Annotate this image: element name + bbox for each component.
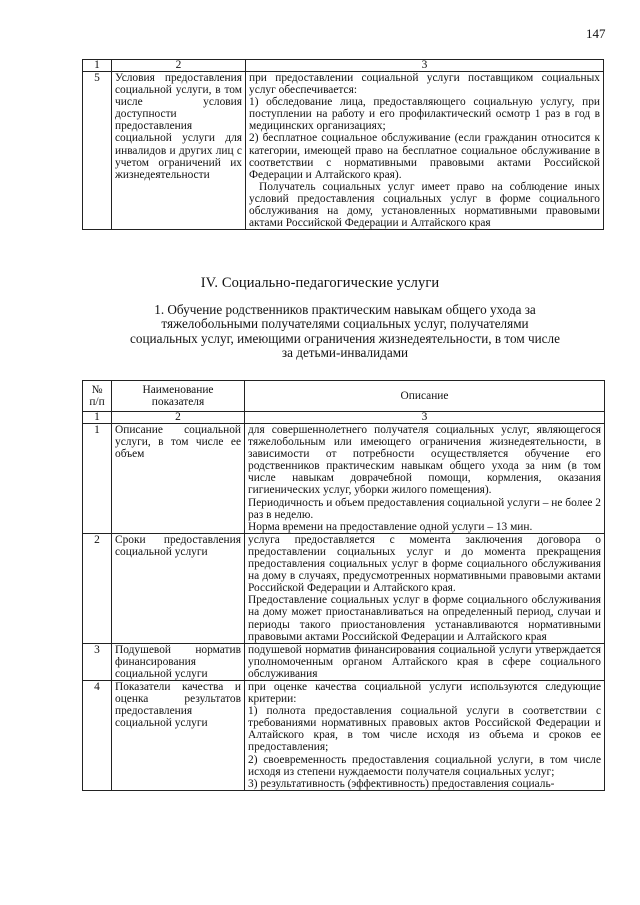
indicator-description xyxy=(246,72,604,230)
indicator-description xyxy=(245,424,605,534)
description-paragraph: 3) результативность (эффективность) предоставления социаль- xyxy=(248,777,555,790)
service-description-table xyxy=(82,380,605,791)
subsection-title: 1. Обучение родственников практическим навыкам общего ухода за тяжелобольными получателями социальных услуг, получателями социальных услуг, имеющими ограничения жизнедеятельности, в том числе за детьми-инвалидами xyxy=(130,302,560,361)
indicator-name: Показатели качества и оценка результатов предоставления социальной услуги xyxy=(112,680,245,790)
indicator-name: Сроки предоставления социальной услуги xyxy=(112,533,245,643)
column-index-3: 3 xyxy=(245,412,605,424)
header-indicator: Наименование показателя xyxy=(112,381,245,412)
indicator-description xyxy=(245,533,605,643)
table-row xyxy=(83,424,605,534)
column-index-row xyxy=(83,412,605,424)
description-paragraph: Периодичность и объем предоставления социальной услуги – не более 2 раз в неделю. xyxy=(248,496,601,521)
row-number: 3 xyxy=(83,643,112,680)
column-index-2: 2 xyxy=(112,412,245,424)
description-paragraph: услуга предоставляется с момента заключения договора о предоставлении социальных услуг и до момента прекращения предоставления социальных услуг в форме социального обслуживания на дому в случаях, предусмотренных нормативными правовыми актами Российской Федерации и Алтайского края. xyxy=(248,533,601,595)
row-number: 1 xyxy=(83,424,112,534)
page-number: 147 xyxy=(586,26,606,41)
description-paragraph: для совершеннолетнего получателя социальных услуг, являющегося тяжелобольным или имеющего ограничения жизнедеятельности, в зависимости от потребности осуществляется обучение его родственников практическим навыкам общего ухода за ним (в том числе навыкам доврачебной помощи, кормления, оказания гигиенических услуг, уборки жилого помещения). xyxy=(248,424,601,497)
column-index-1: 1 xyxy=(83,412,112,424)
indicator-description xyxy=(245,680,605,790)
column-index-1: 1 xyxy=(83,60,112,72)
column-index-2: 2 xyxy=(112,60,246,72)
row-number: 4 xyxy=(83,680,112,790)
indicator-name: Описание социальной услуги, в том числе ее объем xyxy=(112,424,245,534)
column-index-row xyxy=(83,60,604,72)
description-paragraph: 1) полнота предоставления социальной услуги в соответствии с требованиями нормативных правовых актов Российской Федерации и Алтайского края, в том числе исходя из объема и сроков ее предоставления; xyxy=(248,705,601,754)
services-table-continued xyxy=(82,59,604,230)
description-paragraph: Норма времени на предоставление одной услуги – 13 мин. xyxy=(248,520,533,533)
description-paragraph: Получатель социальных услуг имеет право на соблюдение иных условий предоставления социальных услуг в форме социального обслуживания на дому, установленных нормативными правовыми актами Российской Федерации и Алтайского края xyxy=(249,180,600,230)
table-row xyxy=(83,72,604,230)
row-number: 5 xyxy=(83,72,112,230)
table-row xyxy=(83,533,605,643)
indicator-name: Условия предоставления социальной услуги, в том числе условия доступности предоставления социальной услуги для инвалидов и других лиц с учетом ограничений их жизнедеятельности xyxy=(112,72,246,230)
table-row xyxy=(83,680,605,790)
table-row xyxy=(83,643,605,680)
table-header-row xyxy=(83,381,605,412)
description-paragraph: 2) бесплатное социальное обслуживание (если гражданин относится к категории, имеющей право на бесплатное социальное обслуживание в соответствии с нормативными правовыми актами Российской Федерации и Алтайского края). xyxy=(249,132,600,181)
column-index-3: 3 xyxy=(246,60,604,72)
header-num: № п/п xyxy=(83,381,112,412)
section-heading: IV. Социально-педагогические услуги xyxy=(200,275,440,291)
indicator-description xyxy=(245,643,605,680)
description-paragraph: 1) обследование лица, предоставляющего социальную услугу, при поступлении на работу и его профилактический осмотр 1 раз в год в медицинских организациях; xyxy=(249,96,600,133)
header-description: Описание xyxy=(245,381,605,412)
description-paragraph: 2) своевременность предоставления социальной услуги, в том числе исходя из степени нуждаемости получателя социальных услуг; xyxy=(248,753,601,778)
description-paragraph: подушевой норматив финансирования социальной услуги утверждается уполномоченным органом Алтайского края в сфере социального обслуживания xyxy=(248,643,601,680)
description-paragraph: при предоставлении социальной услуги поставщиком социальных услуг обеспечивается: xyxy=(249,72,600,97)
indicator-name: Подушевой норматив финансирования социальной услуги xyxy=(112,643,245,680)
description-paragraph: Предоставление социальных услуг в форме социального обслуживания на дому может приостанавливаться на определенный период, случаи и периоды такого приостановления устанавливаются нормативными правовыми актами Российской Федерации и Алтайского края xyxy=(248,594,601,643)
row-number: 2 xyxy=(83,533,112,643)
description-paragraph: при оценке качества социальной услуги используются следующие критерии: xyxy=(248,680,601,706)
